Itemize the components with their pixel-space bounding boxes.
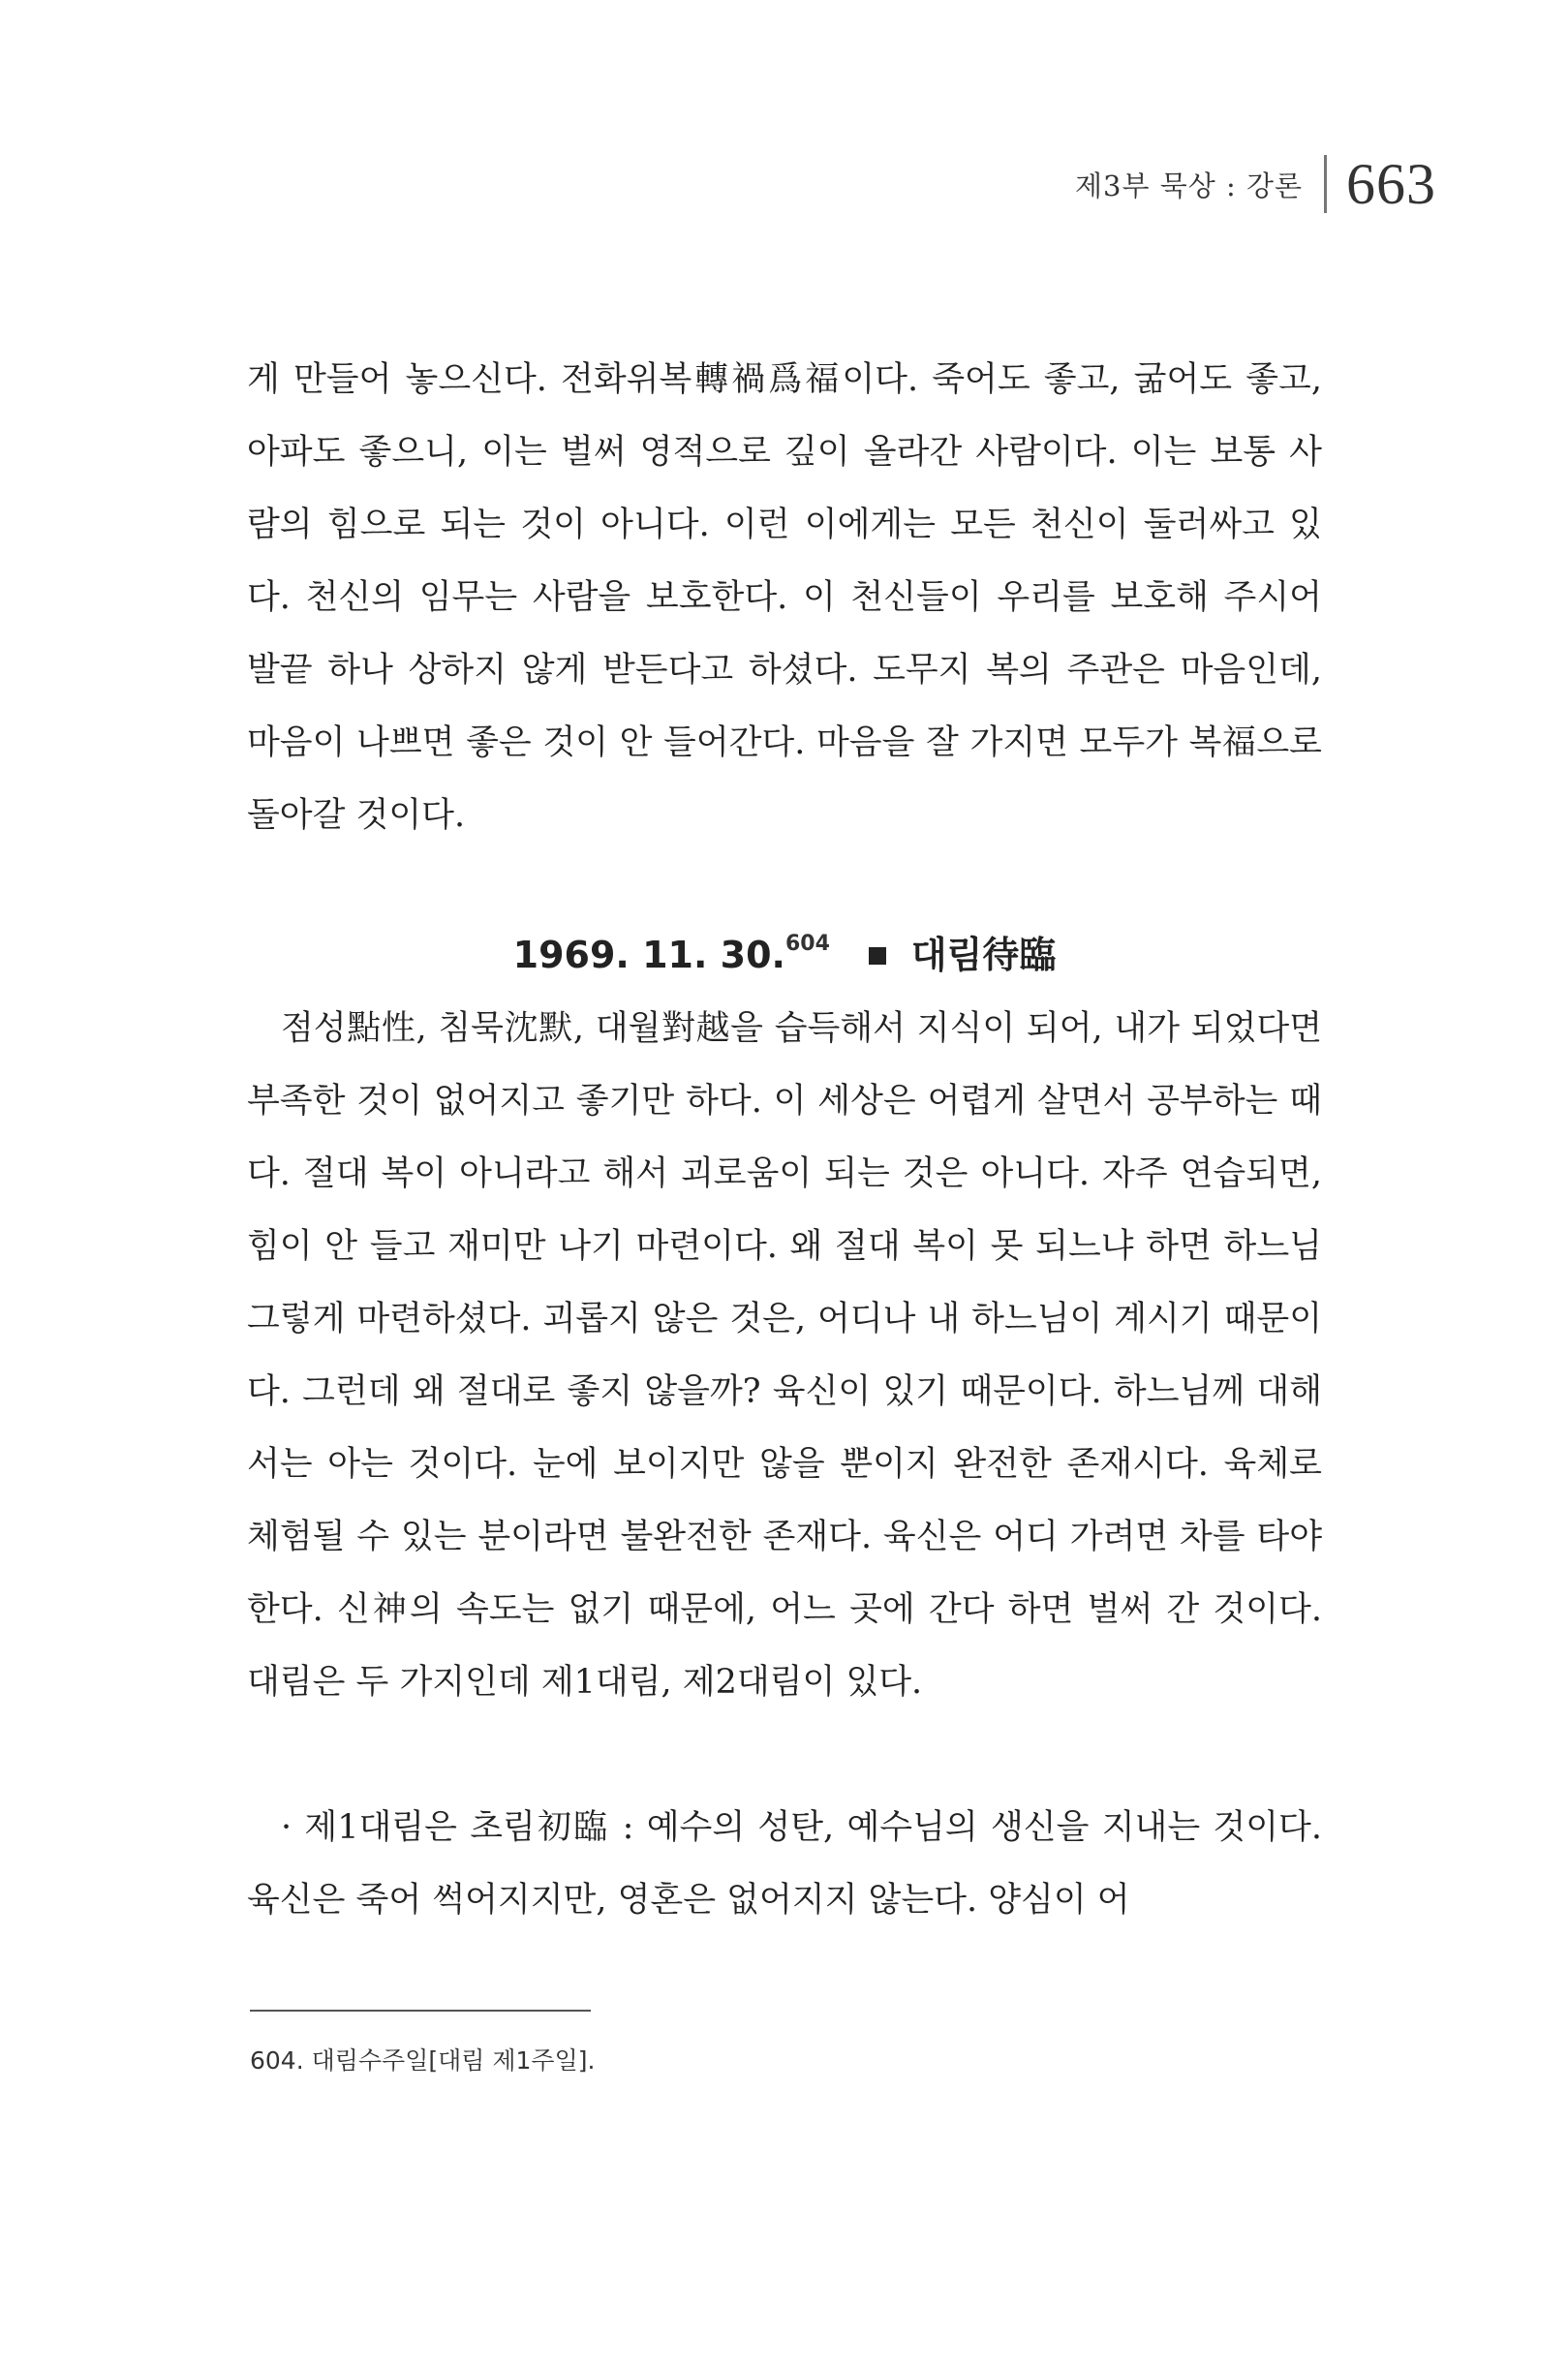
page-number: 663 — [1346, 151, 1436, 216]
footnote-divider — [250, 2010, 591, 2012]
running-head-section: 제3부 묵상 : 강론 — [1075, 169, 1303, 202]
footnote: 604. 대림수주일[대림 제1주일]. — [250, 2046, 596, 2075]
section-title: 대림待臨 — [910, 934, 1057, 976]
paragraph-first-advent: · 제1대림은 초림初臨 : 예수의 성탄, 예수님의 생신을 지내는 것이다. 육신은 죽어 썩어지지만, 영혼은 없어지지 않는다. 양심이 어 — [247, 1808, 1322, 1920]
footnote-reference: 604 — [784, 932, 830, 956]
paragraph-continuation: 게 만들어 놓으신다. 전화위복轉禍爲福이다. 죽어도 좋고, 굶어도 좋고, 아파도 좋으니, 이는 벌써 영적으로 깊이 올라간 사람이다. 이는 보통 사람의 힘으로 되는 것이 아니다. 이런 이에게는 모든 천신이 둘러싸고 있다. 천신의 임무는 사람을 보호한다. 이 천신들이 우리를 보호해 주시어 발끝 하나 상하지 않게 받든다고 하셨다. 도무지 복의 주관은 마음인데, 마음이 나쁘면 좋은 것이 안 들어간다. 마음을 잘 가지면 모두가 복福으로 돌아갈 것이다. — [247, 360, 1322, 835]
section-heading — [247, 915, 1322, 984]
running-head-divider — [1324, 155, 1327, 213]
paragraph-main: 점성點性, 침묵沈默, 대월對越을 습득해서 지식이 되어, 내가 되었다면 부족한 것이 없어지고 좋기만 하다. 이 세상은 어렵게 살면서 공부하는 때다. 절대 복이 아니라고 해서 괴로움이 되는 것은 아니다. 자주 연습되면, 힘이 안 들고 재미만 나기 마련이다. 왜 절대 복이 못 되느냐 하면 하느님 그렇게 마련하셨다. 괴롭지 않은 것은, 어디나 내 하느님이 계시기 때문이다. 그런데 왜 절대로 좋지 않을까? 육신이 있기 때문이다. 하느님께 대해서는 아는 것이다. 눈에 보이지만 않을 뿐이지 완전한 존재시다. 육체로 체험될 수 있는 분이라면 불완전한 존재다. 육신은 어디 가려면 차를 타야 한다. 신神의 속도는 없기 때문에, 어느 곳에 간다 하면 벌써 간 것이다. 대림은 두 가지인데 제1대림, 제2대림이 있다. — [247, 1009, 1322, 1702]
running-head — [1075, 145, 1436, 223]
square-bullet-icon — [869, 947, 886, 965]
section-date: 1969. 11. 30. — [512, 934, 785, 976]
